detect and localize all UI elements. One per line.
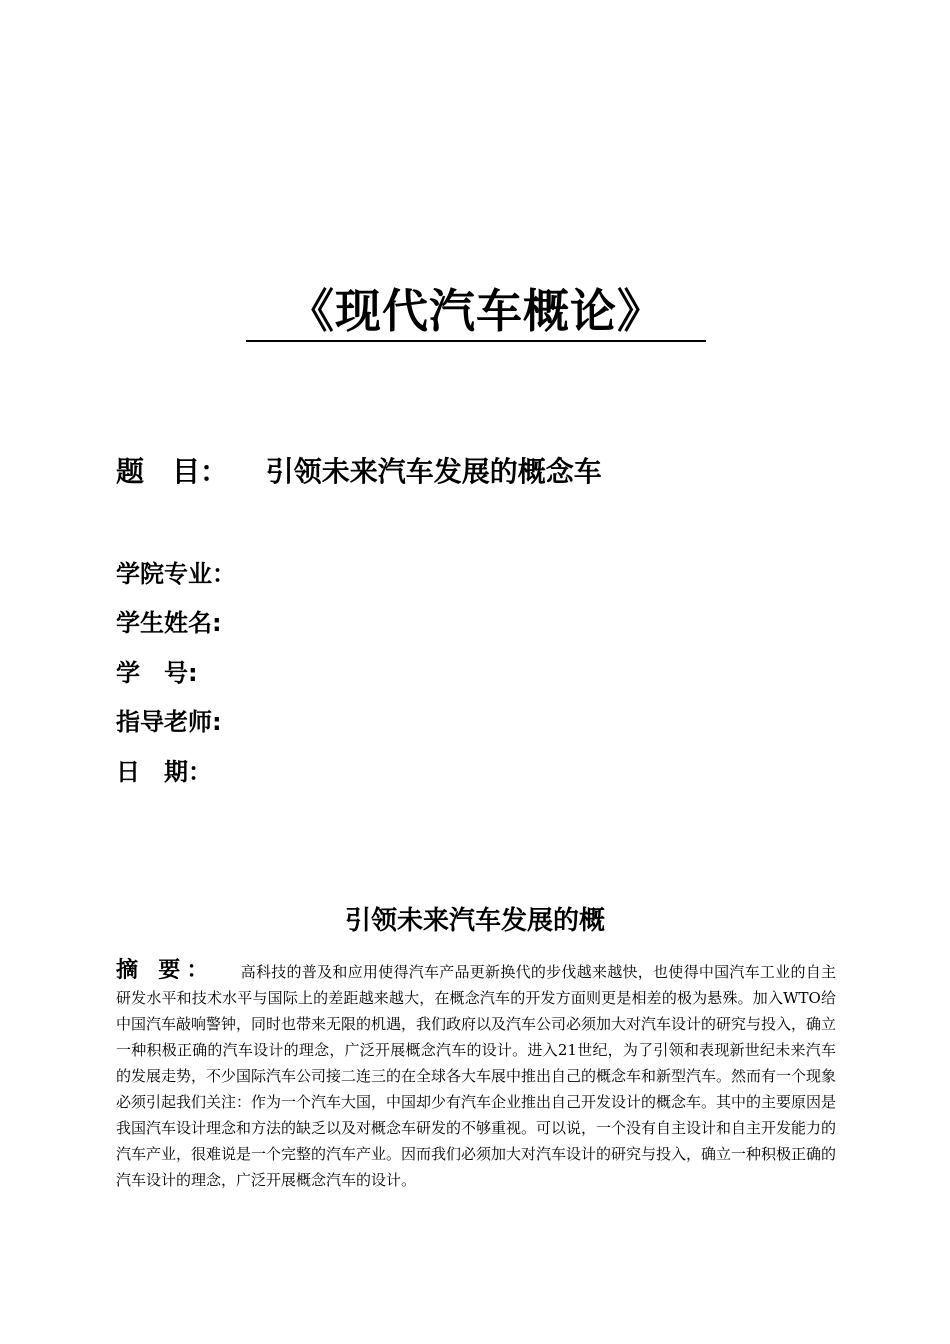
topic-value: 引领未来汽车发展的概念车 [265,455,602,488]
abstract-text: 高科技的普及和应用使得汽车产品更新换代的步伐越来越快，也使得中国汽车工业的自主研发水平和技术水平与国际上的差距越来越大，在概念汽车的开发方面则更是相差的极为悬殊。加入WTO给中国汽车敲响警钟，同时也带来无限的机遇，我们政府以及汽车公司必须加大对汽车设计的研究与投入，确立一种积极正确的汽车设计的理念，广泛开展概念汽车的设计。进入21世纪，为了引领和表现新世纪未来汽车的发展走势，不少国际汽车公司接二连三的在全球各大车展中推出自己的概念车和新型汽车。然而有一个现象必须引起我们关注：作为一个汽车大国，中国却少有汽车企业推出自己开发设计的概念车。其中的主要原因是我国汽车设计理念和方法的缺乏以及对概念车研发的不够重视。可以说，一个没有自主设计和自主开发能力的汽车产业，很难说是一个完整的汽车产业。因而我们必须加大对汽车设计的研究与投入，确立一种积极正确的汽车设计的理念，广泛开展概念汽车的设计。 [116,963,837,1189]
topic-row [116,452,602,492]
topic-label: 题 目： [116,455,229,488]
abstract-label: 摘 要： [116,958,215,983]
field-student-id: 学 号: [116,659,198,687]
abstract-paragraph [116,958,836,1193]
field-advisor: 指导老师: [116,708,222,736]
field-student-name: 学生姓名: [116,609,222,637]
field-date: 日 期： [116,758,212,786]
document-title: 《现代汽车概论》 [246,282,706,342]
abstract-heading: 引领未来汽车发展的概 [344,906,605,936]
field-college-major: 学院专业： [116,560,236,588]
